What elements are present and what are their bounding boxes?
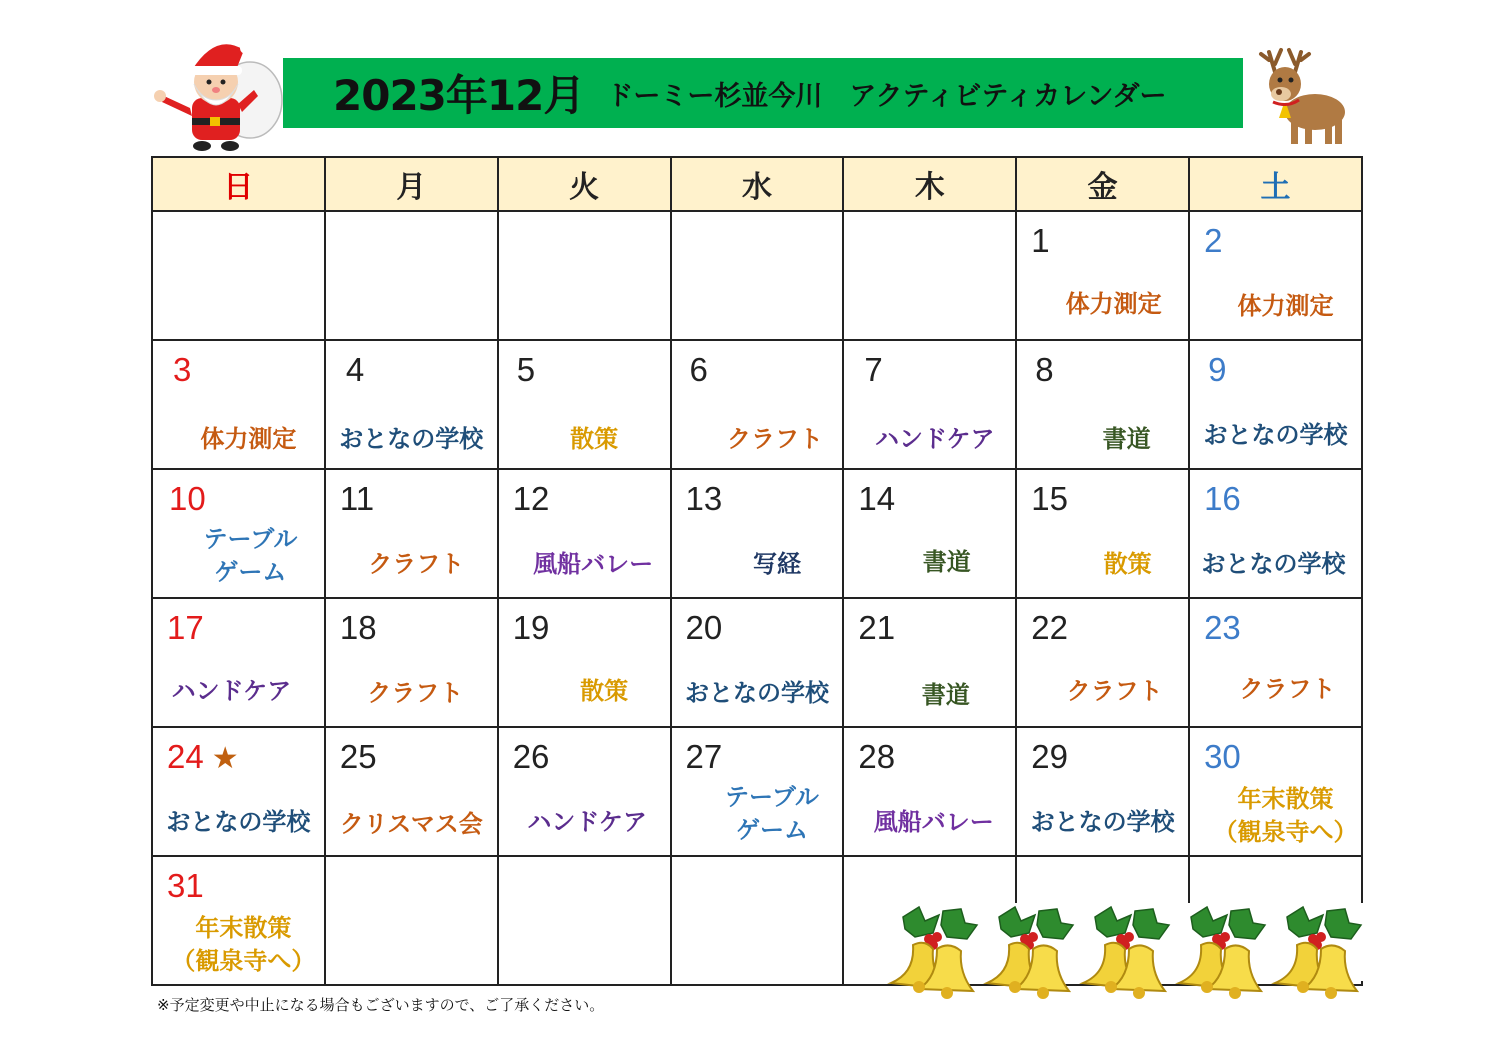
day-number: 29: [1031, 738, 1068, 775]
day-cell: [1189, 469, 1362, 598]
day-number: 18: [339, 609, 377, 646]
footnote: ※予定変更や中止になる場合もございますので、ご了承ください。: [157, 996, 605, 1014]
santa-illustration: [150, 30, 285, 155]
day-cell: [498, 469, 671, 598]
day-cell: [1016, 727, 1189, 856]
day-number: 8: [1035, 351, 1054, 388]
day-cell: [152, 340, 325, 469]
day-number: 28: [858, 738, 896, 775]
weekday-tuesday: 火: [498, 157, 671, 211]
activity-label: クラフト: [1239, 675, 1336, 703]
activity-label: ハンドケア: [875, 425, 995, 453]
day-cell: [498, 340, 671, 469]
day-number: 7: [864, 351, 883, 388]
day-cell-empty: [498, 856, 671, 985]
activity-label: テーブル ゲーム: [203, 525, 298, 586]
day-number: 17: [167, 609, 204, 646]
activity-label: おとなの学校: [684, 679, 829, 707]
day-cell: [498, 727, 671, 856]
title-banner: [283, 58, 1243, 128]
activity-label: 年末散策 （観泉寺へ）: [1213, 785, 1358, 846]
weekday-saturday: 土: [1189, 157, 1362, 211]
activity-label: 風船バレー: [873, 808, 994, 836]
day-cell: [1189, 340, 1362, 469]
day-number: 11: [339, 480, 375, 517]
day-cell-empty: [671, 856, 844, 985]
day-cell: [671, 598, 844, 727]
day-cell: [1189, 727, 1362, 856]
day-number: 31: [167, 867, 204, 904]
day-cell: [843, 598, 1016, 727]
day-cell-empty: [325, 856, 498, 985]
day-number: 9: [1208, 351, 1227, 388]
day-number: 3: [173, 351, 192, 388]
activity-label: おとなの学校: [1201, 550, 1346, 578]
day-number: 20: [685, 609, 723, 646]
day-cell: [1016, 469, 1189, 598]
activity-label: 写経: [752, 550, 801, 578]
reindeer-illustration: [1255, 42, 1350, 150]
day-cell: [1016, 340, 1189, 469]
day-number: 13: [685, 480, 723, 517]
activity-label: 散策: [1103, 550, 1152, 578]
calendar-grid: [151, 156, 1363, 986]
activity-label: おとなの学校: [166, 808, 311, 836]
weekday-thursday: 木: [843, 157, 1016, 211]
day-number: 27: [685, 738, 723, 775]
day-number: 24 ★: [167, 738, 239, 775]
day-number: 10: [169, 480, 206, 517]
day-cell: [1189, 211, 1362, 340]
week-row: [152, 598, 1362, 727]
day-cell: [152, 856, 325, 985]
star-mark: ★: [211, 742, 239, 775]
activity-label: おとなの学校: [339, 425, 484, 453]
day-number: 15: [1031, 480, 1068, 517]
weekday-wednesday: 水: [671, 157, 844, 211]
activity-label: 年末散策 （観泉寺へ）: [171, 914, 316, 975]
day-number: 21: [858, 609, 896, 646]
day-cell: [843, 727, 1016, 856]
weekday-header-row: [152, 157, 1362, 211]
christmas-bells-illustration: [885, 903, 1365, 1003]
day-cell: [843, 340, 1016, 469]
activity-label: 書道: [922, 548, 971, 576]
activity-label: クラフト: [367, 679, 464, 707]
day-cell: [671, 340, 844, 469]
day-cell: [325, 340, 498, 469]
activity-label: ハンドケア: [171, 677, 292, 705]
weekday-friday: 金: [1016, 157, 1189, 211]
day-cell: [152, 469, 325, 598]
week-row: [152, 211, 1362, 340]
weekday-monday: 月: [325, 157, 498, 211]
day-cell-empty: [152, 211, 325, 340]
activity-label: 書道: [921, 681, 970, 709]
weekday-sunday: 日: [152, 157, 325, 211]
day-cell-empty: [843, 211, 1016, 340]
day-number: 16: [1204, 480, 1241, 517]
day-cell: [498, 598, 671, 727]
activity-label: 体力測定: [1237, 292, 1334, 320]
calendar-title: ドーミー杉並今川 アクティビティカレンダー: [606, 80, 1167, 112]
day-cell: [325, 727, 498, 856]
activity-label: 風船バレー: [533, 550, 654, 578]
activity-label: 書道: [1102, 425, 1151, 453]
year-month: 2023年12月: [333, 71, 585, 120]
day-cell: [325, 598, 498, 727]
day-number: 12: [512, 480, 550, 517]
day-number: 5: [516, 351, 536, 388]
activity-label: テーブル ゲーム: [725, 783, 819, 844]
activity-label: 体力測定: [1065, 290, 1162, 318]
day-number: 14: [858, 480, 896, 517]
day-cell: [671, 727, 844, 856]
activity-label: クラフト: [1066, 677, 1163, 705]
day-number: 6: [689, 351, 708, 388]
day-number: 1: [1031, 222, 1050, 259]
day-number: 19: [512, 609, 550, 646]
day-number: 26: [512, 738, 550, 775]
day-cell: [671, 469, 844, 598]
activity-label: クラフト: [726, 425, 823, 453]
activity-label: ハンドケア: [527, 808, 647, 836]
day-cell-empty: [498, 211, 671, 340]
activity-label: 散策: [570, 425, 619, 453]
activity-label: おとなの学校: [1030, 808, 1175, 836]
day-cell: [152, 727, 325, 856]
week-row: [152, 727, 1362, 856]
day-cell-empty: [671, 211, 844, 340]
day-cell: [843, 469, 1016, 598]
activity-label: おとなの学校: [1203, 421, 1348, 449]
day-number: 4: [345, 351, 365, 388]
day-number: 23: [1204, 609, 1241, 646]
day-cell: [1016, 211, 1189, 340]
day-cell-empty: [325, 211, 498, 340]
day-number: 22: [1031, 609, 1068, 646]
day-cell: [1016, 598, 1189, 727]
day-number: 2: [1204, 222, 1223, 259]
activity-label: クラフト: [368, 550, 465, 578]
activity-label: クリスマス会: [339, 810, 483, 838]
day-cell: [1189, 598, 1362, 727]
activity-label: 体力測定: [200, 425, 297, 453]
day-cell: [152, 598, 325, 727]
day-number: 30: [1204, 738, 1241, 775]
week-row: [152, 469, 1362, 598]
day-cell: [325, 469, 498, 598]
activity-label: 散策: [580, 677, 629, 705]
week-row: [152, 340, 1362, 469]
day-number: 25: [339, 738, 377, 775]
